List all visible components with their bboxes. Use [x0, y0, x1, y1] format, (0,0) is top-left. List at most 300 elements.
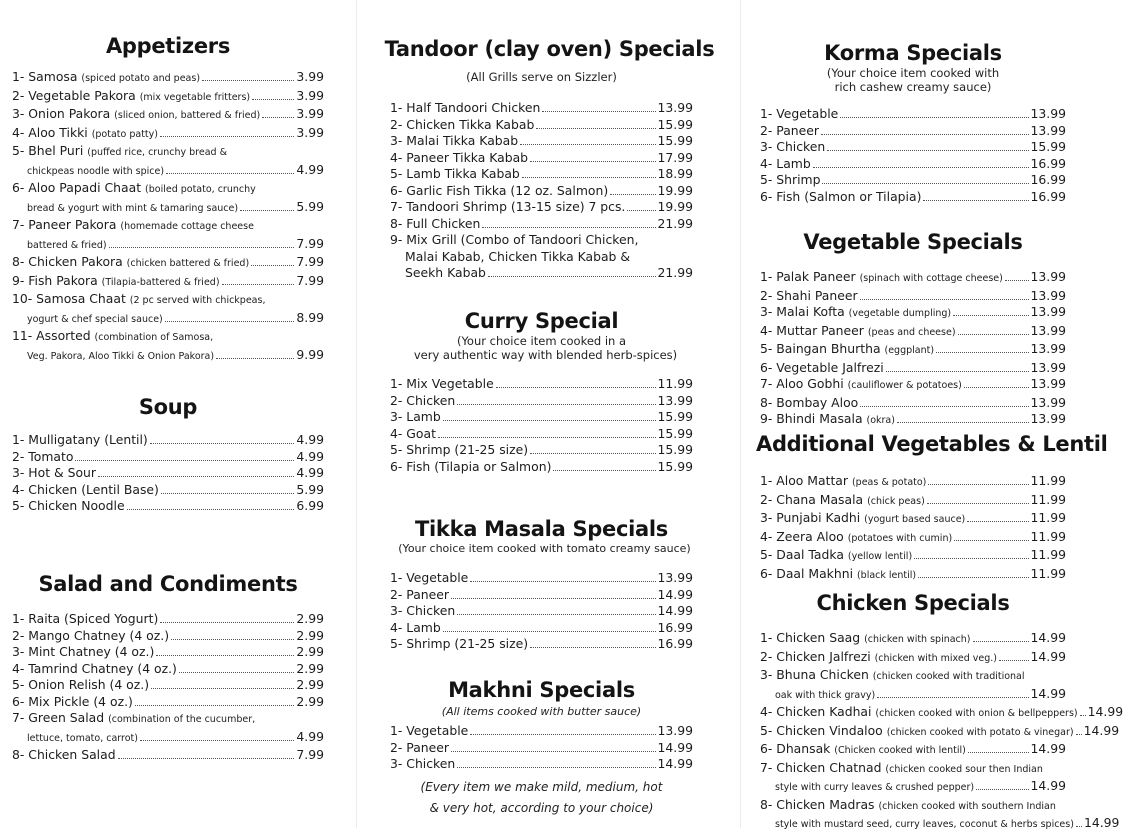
menu-item	[760, 341, 1066, 360]
menu-column-right	[756, 0, 1123, 830]
dot-leader	[954, 540, 1028, 541]
dot-leader	[928, 484, 1028, 485]
menu-item-text	[390, 587, 449, 604]
item-list	[760, 106, 1066, 205]
menu-item	[390, 393, 693, 410]
menu-item-description: lettuce, tomato, carrot)	[27, 732, 138, 744]
section-subtitle: very authentic way with blended herb-spices)	[413, 348, 678, 362]
menu-item	[390, 133, 693, 150]
menu-item-name: 6- Vegetable Jalfrezi	[760, 359, 884, 375]
dot-leader	[976, 789, 1028, 790]
menu-item-continuation	[12, 347, 324, 366]
menu-item-description: (combination of the cucumber,	[108, 714, 256, 725]
menu-item-price: 7.99	[296, 254, 324, 269]
menu-item-continuation	[760, 778, 1066, 797]
menu-item-name: 1- Palak Paneer	[760, 269, 860, 284]
menu-item-description: (black lentil)	[856, 569, 917, 581]
menu-item-description: (peas and cheese)	[867, 326, 956, 338]
menu-item-description: (chicken with mixed veg.)	[874, 652, 997, 664]
menu-item-price: 4.99	[296, 728, 324, 744]
menu-item-text	[12, 273, 220, 292]
menu-item	[760, 473, 1066, 492]
dot-leader	[216, 358, 294, 359]
menu-item-text	[12, 747, 116, 764]
menu-item-price: 14.99	[1030, 630, 1066, 645]
menu-item	[12, 498, 324, 515]
menu-item	[760, 704, 1123, 723]
menu-item-price: 3.99	[296, 87, 324, 103]
menu-item-text	[760, 269, 1003, 288]
menu-item-price: 11.99	[1030, 547, 1066, 562]
menu-item-price: 11.99	[1030, 491, 1066, 507]
menu-item	[760, 797, 1066, 816]
dot-leader	[860, 299, 1029, 300]
dot-leader	[627, 210, 655, 211]
menu-item	[390, 636, 693, 653]
menu-item-text	[760, 341, 934, 360]
menu-item-name: 5- Chicken Noodle	[12, 498, 125, 513]
menu-item-description: (okra)	[866, 415, 895, 426]
menu-item	[12, 432, 324, 449]
menu-item-name: 8- Full Chicken	[390, 215, 481, 231]
dot-leader	[967, 521, 1028, 522]
menu-item-description: Seekh Kabab	[405, 265, 486, 280]
dot-leader	[1076, 734, 1082, 735]
menu-item-price: 13.99	[1030, 411, 1066, 426]
dot-leader	[222, 284, 295, 285]
menu-item-price: 15.99	[1030, 139, 1066, 154]
menu-item-description: bread & yogurt with mint & tamaring sauce)	[27, 202, 239, 214]
menu-item-price: 18.99	[657, 166, 693, 181]
menu-item	[390, 232, 693, 249]
menu-item-text	[390, 409, 441, 426]
menu-item	[12, 710, 324, 729]
section-subtitle: (Your choice item cooked in a	[456, 334, 627, 348]
menu-item-text	[760, 473, 926, 492]
menu-item	[760, 529, 1066, 548]
dot-leader	[156, 655, 294, 656]
menu-item-description: (2 pc served with chickpeas,	[129, 295, 266, 306]
menu-item-price: 11.99	[1030, 473, 1066, 488]
menu-item-name: 3- Malai Kofta	[760, 304, 849, 319]
dot-leader	[1076, 826, 1082, 827]
menu-item-price: 7.99	[296, 272, 324, 288]
dot-leader	[840, 117, 1028, 118]
menu-item	[760, 395, 1066, 412]
dot-leader	[457, 404, 655, 405]
menu-item-text	[760, 411, 895, 430]
menu-item-text	[760, 492, 925, 511]
menu-item-name: 2- Tomato	[12, 448, 74, 464]
menu-item	[12, 644, 324, 661]
menu-item	[760, 547, 1066, 566]
item-list	[12, 69, 324, 365]
menu-item-description: (chicken cooked with southern Indian	[878, 800, 1056, 812]
menu-item-text	[12, 106, 260, 125]
menu-item-description: (chicken cooked with traditional	[872, 671, 1025, 682]
menu-item-price: 16.99	[657, 636, 693, 651]
menu-item	[760, 269, 1066, 288]
spice-level-note: (Every item we make mild, medium, hot	[420, 779, 663, 794]
menu-item-text	[12, 432, 148, 449]
menu-item-price: 13.99	[657, 100, 693, 115]
menu-item-text	[760, 139, 825, 156]
menu-item-description: (sliced onion, battered & fried)	[114, 110, 261, 121]
menu-item-text	[12, 694, 133, 711]
menu-item-name: 1- Vegetable	[390, 723, 469, 738]
menu-item-text	[390, 756, 455, 773]
menu-item-description: (potatoes with cumin)	[847, 532, 953, 544]
menu-item-name: 2- Paneer	[760, 122, 819, 138]
menu-item-description: (combination of Samosa,	[94, 332, 214, 343]
menu-item-text	[12, 125, 158, 144]
menu-item	[12, 88, 324, 107]
menu-item-price: 14.99	[657, 586, 693, 602]
menu-item-name: 4- Lamb	[760, 155, 811, 171]
item-list	[390, 100, 693, 282]
menu-item-name: 2- Paneer	[390, 586, 449, 602]
menu-item-name: 7- Green Salad	[12, 710, 109, 725]
menu-item-text	[390, 570, 468, 587]
item-list	[760, 630, 1123, 834]
menu-item-description: style with curry leaves & crushed pepper)	[775, 782, 975, 793]
dot-leader	[443, 631, 656, 632]
menu-item	[760, 288, 1066, 305]
menu-item-text	[390, 166, 520, 183]
section-title: Tandoor (clay oven) Specials	[384, 37, 715, 61]
dot-leader	[488, 276, 656, 277]
menu-item-text	[760, 649, 997, 668]
menu-column-middle	[384, 0, 715, 828]
menu-item-price: 14.99	[657, 603, 693, 618]
menu-item	[390, 199, 693, 216]
menu-item-name: 4- Chicken Kadhai	[760, 704, 876, 719]
menu-item-name: 4- Goat	[390, 425, 436, 441]
menu-item	[12, 482, 324, 499]
dot-leader	[610, 194, 655, 195]
dot-leader	[482, 227, 655, 228]
menu-item	[760, 722, 1120, 742]
menu-item-price: 2.99	[296, 644, 324, 659]
vegetable-section	[760, 229, 1066, 430]
tikka-masala-section	[390, 516, 693, 653]
menu-item-continuation	[12, 310, 324, 329]
dot-leader	[151, 688, 294, 689]
dot-leader	[171, 639, 294, 640]
menu-item	[760, 189, 1066, 206]
menu-item-continuation	[390, 265, 693, 282]
dot-leader	[953, 315, 1028, 316]
menu-item	[760, 566, 1066, 585]
menu-item	[760, 376, 1066, 395]
item-list	[390, 723, 693, 773]
menu-item-name: 2- Chicken	[390, 392, 456, 408]
menu-item	[12, 217, 324, 236]
menu-item	[760, 123, 1066, 140]
menu-item-price: 3.99	[296, 124, 324, 140]
menu-item-description: chickpeas noodle with spice)	[27, 165, 165, 177]
menu-item-price: 16.99	[1030, 155, 1066, 171]
menu-item-text	[12, 449, 73, 466]
dot-leader	[530, 453, 655, 454]
dot-leader	[109, 247, 295, 248]
menu-item-name: 6- Daal Makhni	[760, 565, 857, 581]
menu-item-name: 6- Mix Pickle (4 oz.)	[12, 693, 133, 709]
section-title: Vegetable Specials	[803, 230, 1023, 254]
menu-item-name: 3- Chicken	[390, 756, 456, 771]
menu-item-continuation	[12, 729, 324, 748]
menu-item-text	[12, 710, 255, 729]
menu-item-price: 4.99	[296, 432, 324, 447]
menu-item-description: (yellow lentil)	[847, 551, 913, 562]
menu-item	[390, 620, 693, 637]
dot-leader	[457, 614, 655, 615]
menu-item-name: 7- Tandoori Shrimp (13-15 size) 7 pcs.	[390, 199, 626, 214]
menu-item-name: 3- Onion Pakora	[12, 106, 115, 121]
menu-item	[760, 139, 1066, 156]
panel-fold-right	[740, 0, 741, 828]
menu-item-text	[12, 482, 159, 499]
menu-item-price: 13.99	[1030, 394, 1066, 410]
menu-item-description: (chicken with spinach)	[864, 634, 971, 645]
menu-item-price: 14.99	[1083, 815, 1120, 830]
item-list	[12, 611, 324, 764]
menu-item-name: 5- Shrimp	[760, 172, 821, 187]
dot-leader	[958, 334, 1029, 335]
menu-item-price: 11.99	[1030, 565, 1066, 581]
menu-item-text	[760, 510, 965, 529]
menu-item-name: 4- Muttar Paneer	[760, 322, 868, 338]
menu-item-name: 1- Vegetable	[390, 570, 469, 585]
menu-item-text	[12, 180, 256, 199]
dot-leader	[927, 503, 1029, 504]
menu-item-price: 2.99	[296, 611, 324, 626]
dot-leader	[530, 161, 655, 162]
menu-item-price: 3.99	[296, 106, 324, 121]
section-subtitle: (Your choice item cooked with tomato creamy sauce)	[398, 542, 691, 555]
menu-item-continuation	[760, 686, 1066, 705]
menu-item-description: (spiced potato and peas)	[81, 73, 201, 84]
menu-item-text	[760, 123, 819, 140]
menu-item-price: 19.99	[657, 182, 693, 198]
menu-item-description: (eggplant)	[884, 345, 935, 356]
menu-item-text	[12, 498, 125, 515]
menu-item-name: 1- Chicken Saag	[760, 630, 865, 645]
dot-leader	[536, 128, 655, 129]
menu-item-price: 16.99	[657, 619, 693, 635]
menu-item-text	[390, 117, 534, 134]
menu-item-name: 6- Aloo Papadi Chaat	[12, 180, 146, 195]
menu-item-name: 3- Chicken	[760, 139, 826, 154]
menu-item-name: 5- Lamb Tikka Kabab	[390, 166, 520, 181]
menu-item-price: 13.99	[1030, 106, 1066, 121]
menu-item-price: 14.99	[1030, 778, 1066, 793]
menu-item-text	[760, 547, 912, 566]
menu-item-price: 14.99	[657, 739, 693, 755]
dot-leader	[202, 80, 294, 81]
menu-item	[760, 411, 1066, 430]
menu-item-price: 5.99	[296, 481, 324, 497]
menu-item	[12, 465, 324, 482]
menu-item	[760, 492, 1066, 511]
menu-item-description: (chicken cooked sour then Indian	[885, 763, 1043, 775]
section-title: Salad and Condiments	[38, 572, 298, 596]
menu-item-price: 13.99	[1030, 287, 1066, 303]
dot-leader	[470, 734, 655, 735]
makhni-section	[390, 677, 693, 819]
menu-item	[390, 426, 693, 443]
menu-item-name: 2- Chicken Tikka Kabab	[390, 116, 535, 132]
dot-leader	[160, 622, 294, 623]
menu-item-name: 5- Bhel Puri	[12, 143, 88, 158]
chicken-specials-section	[760, 590, 1123, 834]
salad-section	[12, 571, 324, 764]
menu-item-price: 21.99	[657, 215, 693, 231]
menu-item-price: 13.99	[1030, 122, 1066, 138]
menu-item-text	[760, 797, 1056, 816]
menu-item-continuation	[12, 162, 324, 181]
menu-item-name: 2- Shahi Paneer	[760, 287, 858, 303]
menu-item	[390, 756, 693, 773]
item-list	[760, 269, 1066, 430]
menu-item-text	[760, 741, 966, 760]
menu-item-name: 3- Lamb	[390, 409, 441, 424]
menu-item-text	[760, 630, 971, 649]
menu-item-price: 15.99	[657, 442, 693, 457]
menu-item-name: 5- Daal Tadka	[760, 547, 848, 562]
menu-item-text	[12, 465, 96, 482]
menu-item-description: Veg. Pakora, Aloo Tikki & Onion Pakora)	[27, 350, 215, 362]
menu-item-continuation	[12, 236, 324, 255]
menu-item-name: 2- Chicken Jalfrezi	[760, 648, 875, 664]
item-list	[760, 473, 1066, 584]
dot-leader	[822, 183, 1028, 184]
menu-item-description: yogurt & chef special sauce)	[27, 313, 163, 325]
menu-item-name: 3- Punjabi Kadhi	[760, 510, 865, 525]
menu-item-text	[12, 143, 227, 162]
item-list	[390, 376, 693, 475]
section-title: Chicken Specials	[816, 591, 1010, 615]
menu-item-continuation	[12, 199, 324, 218]
menu-item-text	[760, 360, 884, 377]
menu-item	[12, 125, 324, 144]
menu-item-price: 11.99	[1030, 528, 1066, 544]
menu-item-text	[390, 393, 455, 410]
menu-item-text	[390, 723, 468, 740]
menu-item-text	[12, 291, 265, 310]
menu-item-name: 6- Fish (Tilapia or Salmon)	[390, 458, 552, 474]
menu-item	[12, 106, 324, 125]
dot-leader	[496, 387, 656, 388]
menu-item	[12, 69, 324, 88]
menu-item-text	[12, 628, 169, 645]
menu-item-text	[12, 69, 200, 88]
menu-item-text	[390, 603, 455, 620]
menu-item-name: 1- Vegetable	[760, 106, 839, 121]
dot-leader	[262, 117, 294, 118]
curry-section	[390, 308, 693, 475]
menu-item	[760, 667, 1066, 686]
menu-item	[760, 630, 1066, 649]
dot-leader	[936, 352, 1028, 353]
menu-item	[12, 273, 324, 292]
menu-item-price: 17.99	[657, 149, 693, 165]
menu-item-name: 11- Assorted	[12, 328, 95, 343]
menu-item-name: 3- Bhuna Chicken	[760, 667, 873, 682]
section-subtitle: (Your choice item cooked with	[826, 66, 1000, 80]
menu-item-price: 5.99	[296, 198, 324, 214]
menu-item-price: 19.99	[657, 199, 693, 214]
menu-item-text	[760, 106, 838, 123]
menu-item-price: 15.99	[657, 458, 693, 474]
menu-item-price: 2.99	[296, 627, 324, 643]
dot-leader	[1005, 280, 1029, 281]
menu-item-text	[390, 426, 436, 443]
menu-item-description: (vegetable dumpling)	[848, 308, 952, 319]
menu-item-name: 1- Aloo Mattar	[760, 473, 852, 488]
dot-leader	[443, 420, 656, 421]
menu-item-description: (chick peas)	[867, 495, 925, 507]
section-title: Soup	[138, 395, 198, 419]
menu-item	[760, 649, 1066, 668]
menu-item-text	[390, 100, 540, 117]
menu-item	[760, 741, 1066, 760]
menu-item-price: 13.99	[1030, 359, 1066, 375]
menu-item-text	[760, 566, 916, 585]
menu-item	[390, 376, 693, 393]
spice-level-note: & very hot, according to your choice)	[429, 800, 654, 815]
menu-item-price: 2.99	[296, 693, 324, 709]
menu-item	[12, 628, 324, 645]
menu-item-description: (spinach with cottage cheese)	[859, 273, 1003, 284]
menu-item-name: 5- Baingan Bhurtha	[760, 341, 885, 356]
menu-item-name: 4- Zeera Aloo	[760, 528, 848, 544]
menu-item	[760, 172, 1066, 189]
menu-item	[12, 694, 324, 711]
menu-item-name: 5- Shrimp (21-25 size)	[390, 442, 529, 457]
menu-item-text	[390, 442, 528, 459]
menu-item-name: 1- Mix Vegetable	[390, 376, 494, 391]
menu-item	[390, 570, 693, 587]
menu-item	[12, 661, 324, 678]
menu-item-name: 4- Chicken (Lentil Base)	[12, 481, 159, 497]
section-subtitle: (All Grills serve on Sizzler)	[466, 70, 617, 84]
dot-leader	[914, 558, 1028, 559]
menu-item-text	[760, 304, 951, 323]
menu-item-name: 4- Tamrind Chatney (4 oz.)	[12, 660, 177, 676]
menu-item-text	[760, 376, 962, 395]
menu-item	[12, 291, 324, 310]
section-title: Tikka Masala Specials	[415, 517, 668, 541]
menu-item-price: 13.99	[1030, 304, 1066, 319]
menu-item	[760, 156, 1066, 173]
menu-item	[760, 510, 1066, 529]
menu-item-name: 9- Mix Grill (Combo of Tandoori Chicken,	[390, 232, 639, 247]
menu-item-name: 6- Garlic Fish Tikka (12 oz. Salmon)	[390, 182, 609, 198]
menu-item-description: style with mustard seed, curry leaves, coconut & herbs spices)	[775, 819, 1074, 830]
menu-item	[12, 677, 324, 694]
menu-item-price: 14.99	[657, 756, 693, 771]
menu-item-text	[12, 254, 249, 273]
dot-leader	[968, 752, 1029, 753]
section-title: Curry Special	[464, 309, 619, 333]
menu-item-price: 3.99	[296, 69, 324, 84]
menu-item	[390, 166, 693, 183]
menu-item	[760, 304, 1066, 323]
dot-leader	[166, 173, 294, 174]
menu-item	[390, 409, 693, 426]
dot-leader	[821, 134, 1029, 135]
